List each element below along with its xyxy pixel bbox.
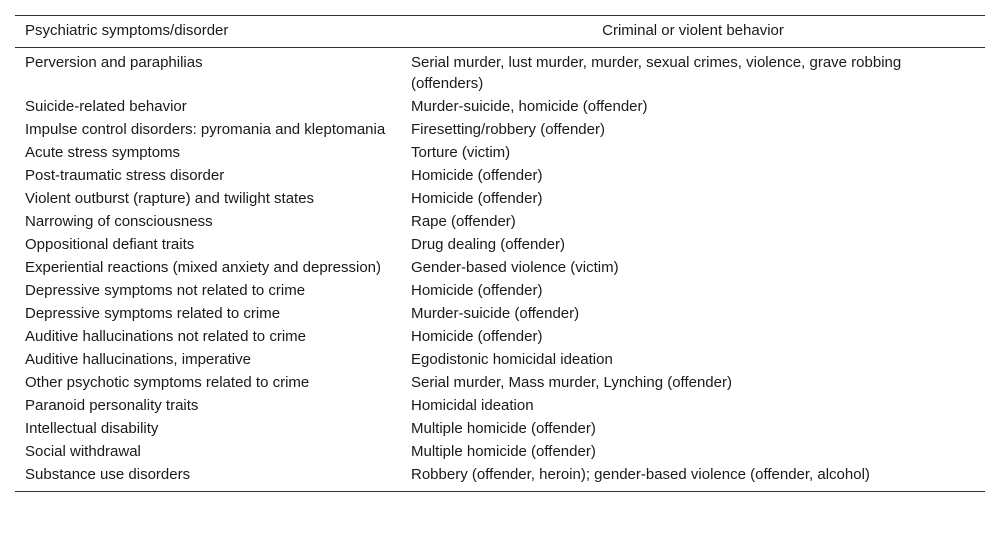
header-row (15, 16, 985, 48)
behavior-cell: Homicide (offender) (411, 282, 543, 299)
behavior-cell: Homicide (offender) (411, 167, 543, 184)
header-psychiatric-symptoms: Psychiatric symptoms/disorder (25, 22, 229, 39)
behavior-cell: Homicidal ideation (411, 397, 534, 414)
table-row (15, 441, 985, 464)
behavior-cell: Rape (offender) (411, 213, 516, 230)
symptom-cell: Other psychotic symptoms related to crime (25, 374, 310, 391)
table-row (15, 188, 985, 211)
table-header (15, 16, 985, 48)
behavior-cell: Multiple homicide (offender) (411, 420, 596, 437)
symptom-cell: Violent outburst (rapture) and twilight states (25, 190, 315, 207)
table-row (15, 119, 985, 142)
table-row (15, 395, 985, 418)
table-row (15, 257, 985, 280)
table-row (15, 142, 985, 165)
symptom-cell: Paranoid personality traits (25, 397, 199, 414)
symptom-cell: Depressive symptoms related to crime (25, 305, 281, 322)
symptom-cell: Intellectual disability (25, 420, 159, 437)
symptom-cell: Oppositional defiant traits (25, 236, 195, 253)
symptoms-behavior-table (15, 15, 985, 492)
behavior-cell: Egodistonic homicidal ideation (411, 351, 613, 368)
table-row (15, 280, 985, 303)
symptom-cell: Post-traumatic stress disorder (25, 167, 225, 184)
table-row (15, 372, 985, 395)
table-row (15, 418, 985, 441)
behavior-cell: Murder-suicide, homicide (offender) (411, 98, 648, 115)
table-row (15, 303, 985, 326)
behavior-cell: Torture (victim) (411, 144, 511, 161)
table-row (15, 349, 985, 372)
symptoms-table-container (15, 15, 985, 492)
behavior-cell: Drug dealing (offender) (411, 236, 565, 253)
symptom-cell: Substance use disorders (25, 466, 191, 483)
table-body (15, 48, 985, 492)
behavior-cell: Homicide (offender) (411, 190, 543, 207)
behavior-cell: Homicide (offender) (411, 328, 543, 345)
table-row (15, 234, 985, 257)
behavior-cell: Gender-based violence (victim) (411, 259, 619, 276)
behavior-cell: Multiple homicide (offender) (411, 443, 596, 460)
table-row (15, 96, 985, 119)
symptom-cell: Experiential reactions (mixed anxiety and depression) (25, 259, 382, 276)
table-row (15, 211, 985, 234)
symptom-cell: Depressive symptoms not related to crime (25, 282, 306, 299)
symptom-cell: Social withdrawal (25, 443, 141, 460)
header-criminal-behavior: Criminal or violent behavior (602, 22, 784, 39)
symptom-cell: Auditive hallucinations not related to crime (25, 328, 306, 345)
behavior-cell: Serial murder, Mass murder, Lynching (offender) (411, 374, 732, 391)
symptom-cell: Perversion and paraphilias (25, 54, 203, 71)
behavior-cell: Murder-suicide (offender) (411, 305, 580, 322)
table-row (15, 165, 985, 188)
symptom-cell: Auditive hallucinations, imperative (25, 351, 251, 368)
behavior-cell: Robbery (offender, heroin); gender-based violence (offender, alcohol) (411, 466, 870, 483)
behavior-cell: Serial murder, lust murder, murder, sexual crimes, violence, grave robbing (offenders) (411, 54, 902, 92)
symptom-cell: Suicide-related behavior (25, 98, 187, 115)
symptom-cell: Impulse control disorders: pyromania and kleptomania (25, 121, 386, 138)
table-row (15, 326, 985, 349)
table-row (15, 48, 985, 97)
behavior-cell: Firesetting/robbery (offender) (411, 121, 605, 138)
symptom-cell: Narrowing of consciousness (25, 213, 213, 230)
table-row (15, 464, 985, 492)
symptom-cell: Acute stress symptoms (25, 144, 181, 161)
